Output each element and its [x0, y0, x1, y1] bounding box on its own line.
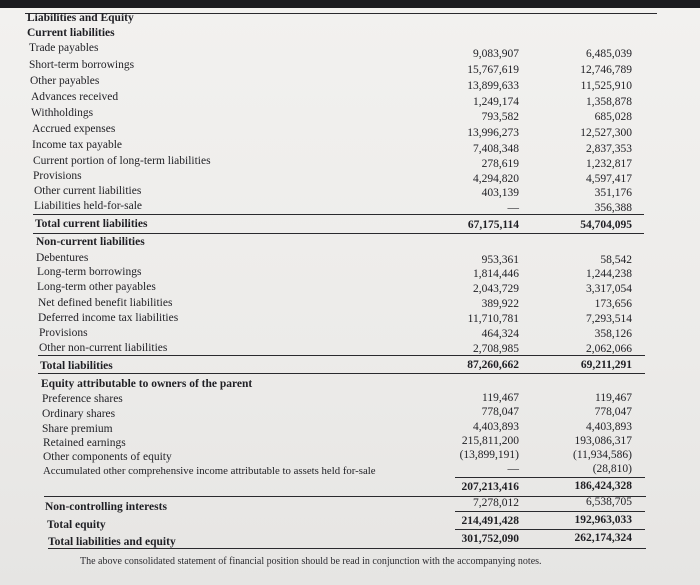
total-equity-value-1: 214,491,428 — [461, 515, 519, 527]
value-cell: 351,176 — [594, 187, 632, 199]
total-equity-label: Total equity — [47, 519, 106, 531]
value-cell: 389,922 — [481, 298, 519, 310]
value-cell: 7,408,348 — [473, 143, 519, 155]
value-cell: 1,358,878 — [586, 96, 632, 108]
value-cell: 4,403,893 — [473, 421, 519, 433]
total-liabilities-value-1: 87,260,662 — [467, 359, 519, 371]
row-label: Short-term borrowings — [29, 59, 135, 71]
row-label: Retained earnings — [43, 437, 126, 449]
value-cell: 1,814,446 — [473, 268, 519, 280]
value-cell: 4,403,893 — [586, 421, 632, 433]
row-label: Net defined benefit liabilities — [38, 297, 173, 309]
value-cell: 2,062,066 — [586, 343, 632, 355]
equity-heading: Equity attributable to owners of the parent — [41, 378, 253, 390]
row-label: Other payables — [30, 75, 100, 87]
row-label: Income tax payable — [32, 139, 123, 151]
value-cell: (11,934,586) — [573, 449, 632, 461]
value-cell: 4,597,417 — [586, 173, 632, 185]
value-cell: 1,232,817 — [586, 158, 632, 170]
tle-double-rule — [48, 548, 646, 549]
top-dark-band — [0, 0, 700, 8]
row-label: Other components of equity — [43, 451, 172, 463]
value-cell: 193,086,317 — [574, 435, 632, 447]
value-cell: 2,837,353 — [586, 143, 632, 155]
value-cell: 2,043,729 — [473, 283, 519, 295]
tle-label: Total liabilities and equity — [48, 536, 176, 548]
total-current-value-1: 67,175,114 — [467, 219, 519, 231]
nci-rule — [44, 496, 646, 497]
value-cell: 793,582 — [481, 111, 519, 123]
value-cell: 7,293,514 — [586, 313, 632, 325]
nci-value-2: 6,538,705 — [586, 496, 632, 508]
total-equity-rule — [455, 511, 645, 512]
row-label: Liabilities held-for-sale — [34, 200, 143, 212]
value-cell: 13,996,273 — [467, 127, 519, 139]
value-cell: — — [507, 202, 519, 214]
total-liabilities-rule — [38, 355, 645, 356]
value-cell: 464,324 — [481, 328, 519, 340]
value-cell: 11,710,781 — [467, 313, 519, 325]
row-label: Provisions — [39, 327, 88, 339]
row-label: Withholdings — [31, 107, 94, 119]
total-current-label: Total current liabilities — [35, 218, 148, 230]
row-label: Debentures — [36, 252, 89, 264]
total-current-rule — [33, 214, 644, 215]
nci-value-1: 7,278,012 — [473, 497, 519, 509]
value-cell: 215,811,200 — [461, 435, 519, 447]
value-cell: 778,047 — [481, 406, 519, 418]
value-cell: 119,467 — [595, 392, 632, 404]
nci-label: Non-controlling interests — [45, 501, 167, 513]
value-cell: — — [507, 463, 519, 475]
value-cell: 953,361 — [481, 254, 519, 266]
row-label: Preference shares — [42, 393, 123, 405]
row-label: Accumulated other comprehensive income attributable to assets held for-sale — [43, 465, 376, 477]
value-cell: 358,126 — [594, 328, 632, 340]
total-liabilities-value-2: 69,211,291 — [580, 359, 632, 371]
value-cell: 278,619 — [481, 158, 519, 170]
row-label: Other current liabilities — [34, 185, 142, 197]
value-cell: 403,139 — [481, 187, 519, 199]
total-liabilities-rule-bottom — [38, 373, 645, 374]
value-cell: 3,317,054 — [586, 283, 632, 295]
total-current-rule-bottom — [33, 233, 644, 234]
value-cell: 9,083,907 — [473, 48, 519, 60]
value-cell: 12,527,300 — [580, 127, 632, 139]
current-liabilities-heading: Current liabilities — [27, 27, 115, 39]
value-cell: 1,249,174 — [473, 96, 519, 108]
equity-subtotal-1: 207,213,416 — [461, 481, 519, 493]
value-cell: 58,542 — [600, 254, 632, 266]
equity-subtotal-rule — [455, 477, 645, 478]
row-label: Trade payables — [29, 42, 99, 54]
row-label: Long-term other payables — [37, 281, 156, 293]
value-cell: (13,899,191) — [459, 449, 519, 461]
value-cell: 11,525,910 — [580, 80, 632, 92]
footnote: The above consolidated statement of financial position should be read in conjunction with the accompanying notes. — [80, 556, 542, 567]
value-cell: 4,294,820 — [473, 173, 519, 185]
total-liabilities-label: Total liabilities — [40, 360, 113, 372]
tle-rule — [455, 529, 645, 530]
value-cell: 13,899,633 — [467, 80, 519, 92]
value-cell: 12,746,789 — [580, 64, 632, 76]
row-label: Share premium — [42, 423, 113, 435]
value-cell: 173,656 — [594, 298, 632, 310]
noncurrent-heading: Non-current liabilities — [36, 236, 145, 248]
value-cell: (28,810) — [592, 463, 632, 475]
row-label: Ordinary shares — [42, 408, 116, 420]
value-cell: 685,028 — [594, 111, 632, 123]
tle-value-1: 301,752,090 — [461, 533, 519, 545]
section-title: Liabilities and Equity — [27, 12, 134, 24]
equity-subtotal-2: 186,424,328 — [574, 480, 632, 492]
tle-value-2: 262,174,324 — [574, 532, 632, 544]
value-cell: 6,485,039 — [586, 48, 632, 60]
row-label: Long-term borrowings — [37, 266, 142, 278]
row-label: Deferred income tax liabilities — [38, 312, 179, 324]
row-label: Advances received — [31, 91, 119, 103]
value-cell: 778,047 — [594, 406, 632, 418]
value-cell: 15,767,619 — [467, 64, 519, 76]
value-cell: 119,467 — [482, 392, 519, 404]
total-equity-value-2: 192,963,033 — [574, 514, 632, 526]
row-label: Accrued expenses — [32, 123, 116, 135]
row-label: Other non-current liabilities — [39, 342, 168, 354]
value-cell: 1,244,238 — [586, 268, 632, 280]
value-cell: 2,708,985 — [473, 343, 519, 355]
row-label: Provisions — [33, 170, 82, 182]
total-current-value-2: 54,704,095 — [580, 219, 632, 231]
value-cell: 356,388 — [594, 202, 632, 214]
row-label: Current portion of long-term liabilities — [33, 155, 211, 167]
